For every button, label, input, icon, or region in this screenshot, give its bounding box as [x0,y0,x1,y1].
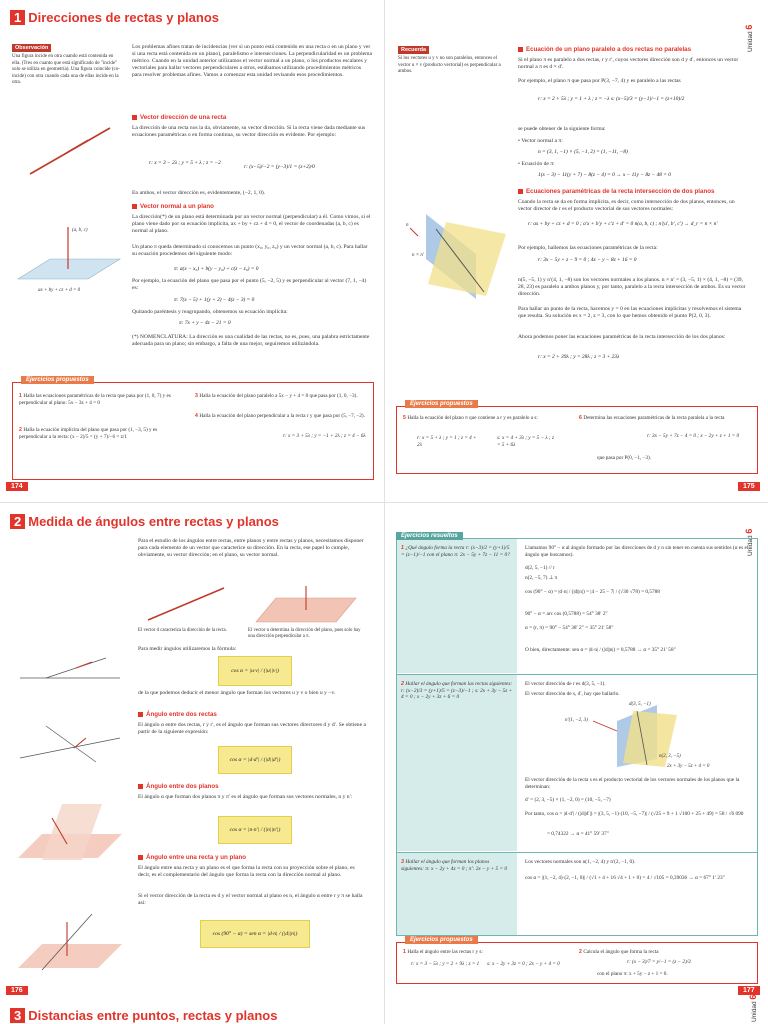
exercise-number: 3 [195,393,200,399]
exercise-text: Halla la ecuación implícita del plano que pasa por (1, −3, 5) y es perpendicular a la recta: (x − 2)/5 = (y + 7)/−6 = z/1 [19,427,158,440]
section-title-text: Direcciones de rectas y planos [28,10,219,25]
page-number: 175 [738,482,760,491]
page-174 [4,4,380,498]
planes-intersection-figure [406,204,511,304]
page-175 [388,4,764,498]
formula: r: x = 3 − 2λ ; y = 5 + λ ; z = −2 [149,160,221,166]
unit-label-text: Unidad [747,535,754,556]
subsection-heading: Vector normal a un plano [132,203,214,210]
plane-shape [18,944,122,968]
section-title-text: Distancias entre puntos, rectas y planos [28,1008,278,1023]
lines-angle-figure [547,701,747,771]
exercise-text: Halla las ecuaciones paramétricas de la recta que pasa por (1, 0, 7) y es perpendicular al plano: 5x − 3z + 4 = 0 [19,393,171,406]
question-text: Hallar el ángulo que forman los planos siguientes: π: x − 2y + 4z = 0 ; π′: 2x − y + 5 = 0 [401,859,508,872]
paragraph: Ahora podemos poner las ecuaciones paramétricas de la recta intersección de los dos planos: [518,334,726,340]
planes-angle-figure [12,798,130,868]
exercise-2 [19,427,184,440]
subsection-heading: Ángulo entre una recta y un plano [138,854,246,861]
cross-product-label: n × n′ [412,253,424,258]
answer-line: n(2, −5, 7) ⊥ π [525,575,558,581]
paragraph: Para hallar un punto de la recta, hacemos y = 0 en las ecuaciones implícitas y resolvemos el sistema que resulta. Su solución es x = 2, z = 3, con lo que hemos obtenido el punto P(2, 0, 3). [518,306,742,319]
paragraph: Si el plano π es paralelo a dos rectas, r y r′, cuyos vectores dirección son d y d′, entonces un vector normal a π es d × d′. [518,57,739,70]
line-direction-figure [26,122,116,182]
exercise-number: 2 [579,949,584,955]
formula-box: cos α = |n·n′| / (|n||n′|) [218,816,292,844]
answer-line: El vector dirección de la recta s es el producto vectorial de los vectores normales de los planos que la determinan: [525,777,740,790]
exercise-1 [19,393,184,406]
paragraph: El ángulo entre una recta y un plano es el que forma la recta con su proyección sobre el plano, es decir, es el complementario del ángulo que forma la recta con la dirección normal al plano. [138,865,355,878]
question-number: 3 [401,859,406,865]
formula: s: x = 4 + 3λ ; y = 5 − λ ; z = 5 + 6λ [497,435,554,448]
solved-exercises-heading: Ejercicios resueltos [396,532,463,540]
page-number: 177 [738,986,760,995]
paragraph: La dirección de una recta nos la da, obviamente, su vector dirección. Si la recta viene dada mediante sus ecuaciones paramétricas o en forma continua, su vector dirección es evidente. Por ejemplo: [132,125,366,138]
direction-vector-label: d(3, 5, −1) [629,702,651,707]
formula: π: a(x − x₀) + b(y − y₀) + c(z − z₀) = 0 [174,266,259,272]
subsection-heading: Ángulo entre dos rectas [138,711,217,718]
exercise-3 [195,393,365,400]
bullet: • Ecuación de π: [518,161,555,167]
subsection-heading: Ecuación de un plano paralelo a dos rectas no paralelas [518,46,748,53]
answer-line: d′ = (2, 3, −5) × (1, −2, 0) = (10, −5, −7) [525,797,611,803]
formula: s: x − 2y + 3z = 0 ; 2x − y + 4 = 0 [487,961,560,967]
page-number: 174 [6,482,28,491]
formula: r: x = 3 − 5λ ; y = 2 + 9λ ; z = 1 [411,961,480,967]
remember-heading: Recuerda [398,46,429,54]
exercise-1 [403,949,568,956]
paragraph: La dirección(*) de un plano está determinada por un vector normal (perpendicular) a él. Como vimos, si el plano viene dado por su ecuación implícita, ax + by + cz + d = 0, el vector de coordenadas (a, b, c) es normal al plano. [132,214,371,234]
unit-number: 6 [744,24,754,30]
section-number: 2 [10,514,25,529]
remember-text: Si los vectores u y v no son paralelos, entonces el vector u × v (producto vectorial) es perpendicular a ambos. [398,56,501,75]
exercise-number: 5 [403,415,408,421]
formula: n = (3, 1, −1) × (5, −1, 2) = (1, −11, −8) [538,149,628,155]
figure-caption: El vector n determina la dirección del plano, pues solo hay una dirección perpendicular a π. [248,628,361,639]
section-title [10,514,279,529]
paragraph: Un plano π queda determinado si conocemos un punto (x₀, y₀, z₀) y un vector normal (a, b, c). Para hallar su ecuación procedemos del siguiente modo: [132,244,368,257]
unit-label-text: Unidad [751,1001,758,1022]
normal-vector-label: (a, b, c) [72,228,88,233]
line-plane-angle-figure [12,908,130,978]
proposed-exercises-box [12,377,374,480]
question-text: Hallar el ángulo que forman las rectas siguientes: r: (x−2)/3 = (y+1)/5 = (z−3)/−1 ; s: 2x + 3y − 5z + 4 = 0 ; x − 2y + 3z + 6 = 0 [401,681,513,701]
question-column [397,539,517,673]
proposed-exercises-box [396,401,758,474]
plane-normal-figure [246,586,366,626]
answer-line: cos α = |(1, −2, 4)·(2, −1, 0)| / (√1 + 4 + 16 √4 + 1 + 0) = 4 / √105 = 0,39036 → α = 67° 1′ 23″ [525,875,725,881]
exercise-text: Halla la ecuación del plano perpendicular a la recta r y que pasa por (5, −7, −2). [199,413,365,419]
section-title-text: Medida de ángulos entre rectas y planos [28,514,279,529]
proposed-exercises-box [396,937,758,984]
paragraph: n(5, −5, 1) y n′(4, 1, −8) son los vectores normales a los planos. n × n′ = (3, −5, 1) × (4, 1, −8) = (39, 28, 23) es paralelo a ambos planos y, por tanto, paralelo a la recta intersección de ambos. Es su vector dirección. [518,277,746,297]
paragraph: Quitando paréntesis y reagrupando, obtenemos su ecuación implícita: [132,309,288,315]
question-text: ¿Qué ángulo forma la recta r: (x−3)/2 = (y+1)/5 = (z−1)/−1 con el plano π: 2x − 5y + 7z − 11 = 0? [401,545,510,558]
formula: r: x = 3 + 5λ ; y = −1 + 2λ ; z = 4 − 6λ [283,433,366,439]
section-number: 3 [10,1008,25,1023]
paragraph: En ambos, el vector dirección es, evidentemente, (−2, 1, 0). [132,190,266,196]
exercise-number: 6 [579,415,584,421]
formula: r: ax + by + cz + d = 0 ; a′x + b′y + c′z + d′ = 0 n(a, b, c) ; n′(a′, b′, c′) → d_r = n × n′ [528,221,718,227]
unit-label [748,995,758,1022]
paragraph: Cuando la recta se da en forma implícita, es decir, como intersección de dos planos, entonces, un vector director de r es el producto vectorial de sus vectores normales: [518,199,735,212]
plane-equation-label: ax + by + cz + d = 0 [38,288,81,293]
paragraph: Para medir ángulos utilizaremos la fórmula: [138,646,237,652]
formula: r: 3x − 5y + z − 9 = 0 ; 4x − y − 8z + 16 = 0 [538,257,637,263]
paragraph: El ángulo α que forman dos planos π y π′ es el ángulo que forman sus vectores normales, n y n′: [138,794,353,800]
exercise-text: con el plano π: x + 5y − z + 1 = 0. [597,971,668,977]
line-r [148,588,224,620]
line-r [20,738,120,758]
direction-vector-arrow [66,140,88,153]
exercise-text: Calcula el ángulo que forma la recta [583,949,659,955]
paragraph: se puede obtener de la siguiente forma: [518,126,606,132]
line-vector-figure [144,584,234,624]
answer-line: α = (r, π) = 90° − 54° 38′ 2″ = 35° 21′ 58″ [525,625,614,631]
divider [397,852,757,853]
formula: π: 7x + y − 4z − 21 = 0 [179,320,231,326]
paragraph: Por ejemplo, hallemos las ecuaciones paramétricas de la recta: [518,245,658,251]
formula: 1(x − 3) − 11(y + 7) − 8(z − 4) = 0 → x − 11y − 8z − 48 = 0 [538,172,671,178]
plane-shape [18,259,120,279]
solved-exercises-box [396,538,758,936]
formula: r: (x−5)/−2 = (y−3)/1 = (z+2)/0 [244,164,315,170]
subsection-heading: Ecuaciones paramétricas de la recta intersección de dos planos [518,188,748,195]
unit-number: 6 [744,528,754,534]
normal-vector-label: n(2, 3, −5) [659,754,681,759]
exercise-text: Halla la ecuación del plano paralelo a 5x − y + 4 = 0 que pasa por (1, 0, −3). [199,393,358,399]
observation-text: Una figura incide en otra cuando está contenida en ella. (Tres en cuanto que está significado de "incide" solo se utiliza en geometría). Una figura coincide (co-incide) con otra cuando cada una de ellas incide en la otra. [12,54,120,86]
observation-box [12,44,122,86]
exercise-2 [579,949,749,956]
formula: r: x = 2 + 39λ ; y = 28λ ; z = 3 + 23λ [538,354,620,360]
exercises-heading: Ejercicios propuestos [405,936,478,944]
page-gutter [384,0,385,1024]
nomenclature-note: (*) NOMENCLATURA: La dirección es una cualidad de las rectas, no es, pues, una palabra estrictamente adecuada para un plano; sin embargo, a falta de una mejor, seguiremos utilizándola. [132,334,370,347]
solved-question-1 [401,545,513,558]
exercises-heading: Ejercicios propuestos [405,400,478,408]
normal-vector-arrow [410,228,418,236]
normal-vector-figure [14,219,124,299]
formula: r: (x − 3)/7 = y/−1 = (z − 2)/3 [627,959,691,965]
answer-line: El vector dirección de s, d′, hay que hallarlo. [525,691,620,697]
subsection-heading: Vector dirección de una recta [132,114,226,121]
exercise-number: 4 [195,413,200,419]
vector-arrow [76,662,92,668]
exercise-6 [579,415,749,422]
solved-question-3 [401,859,513,872]
exercise-text: Halla el ángulo entre las rectas r y s: [407,949,483,955]
bullet: • Vector normal a π: [518,138,563,144]
unit-number: 6 [748,994,758,1000]
divider [397,674,757,675]
solved-question-2 [401,681,513,701]
formula: π: 7(x − 5) + 1(y + 2) − 4(z − 3) = 0 [174,297,255,303]
intro-paragraph: Los problemas afines tratan de incidencias (ver si un punto está contenido en una recta o en un plano y ver si una recta está contenida en un plano), paralelismo e intersecciones. La perpendicularidad es un problema métrico. Cuando en la unidad anterior utilizamos el vector normal a un plano, o los productos escalares y vectoriales para hallar vectores perpendiculares a otros, estábamos utilizando procedimientos métricos para resolver problemas afines. Vamos a comenzar esta unidad revisando esos procedimientos. [132,44,372,78]
observation-heading: Observación [12,44,51,52]
unit-label-text: Unidad [747,31,754,52]
intro-paragraph: Para el estudio de los ángulos entre rectas, entre planos y entre rectas y planos, necesitamos disponer para cada elemento de un vector que caracterice su dirección. En la recta, ese papel lo cumple, obviamente, su vector dirección; en el plano, su vector normal. [138,538,364,558]
formula: r: x = 5 + λ ; y = 1 ; z = 4 + 2λ [417,435,477,448]
answer-line: El vector dirección de r es d(3, 5, −1). [525,681,606,687]
formula-box: cos α = |d·d′| / (|d||d′|) [218,746,292,774]
vectors-angle-figure [16,648,126,698]
exercise-text: Determina las ecuaciones paramétricas de la recta paralela a la recta [583,415,725,421]
page-176 [4,508,380,1002]
section-number: 1 [10,10,25,25]
paragraph: Por ejemplo, la ecuación del plano que pasa por el punto (5, −2, 5) y es perpendicular al vector (7, 1, −4) es: [132,278,367,291]
answer-line: Los vectores normales son n(1, −2, 4) y n′(2, −1, 0). [525,859,636,865]
answer-line: O bien, directamente: sen α = |d·n| / (|d||n|) = 0,5788 → α = 35° 21′ 58″ [525,647,676,653]
exercise-number: 2 [19,427,24,433]
exercise-4 [195,413,365,420]
answer-line: d(2, 5, −1) // r [525,565,555,571]
normal-vector-label: n′(1, −2, 3) [565,718,588,723]
page-number: 176 [6,986,28,995]
figure-caption: El vector d caracteriza la dirección de la recta. [138,628,227,633]
paragraph: de la que podemos deducir el menor ángulo que forman los vectores u y v o bien u y −v. [138,690,336,696]
vector-arrow [74,738,86,748]
answer-line: 90° − α = arc cos (0,5788) = 54° 38′ 2″ [525,611,608,617]
exercise-text: que pasa por P(0, −1, −3). [597,455,651,461]
remember-box [398,46,508,76]
section-title [10,10,219,25]
lines-angle-figure [16,718,126,768]
subsection-heading: Ángulo entre dos planos [138,783,219,790]
answer-line: Llamamos 90° − α al ángulo formado por las direcciones de d y n sin tener en cuenta sus sentidos (α es el ángulo que buscamos). [525,545,749,558]
plane-equation-label: 2x + 3y − 5z + 4 = 0 [667,764,710,769]
page-177 [388,508,764,1002]
normal-vector-label: n [406,223,409,228]
formula: r: x = 2 + 5λ ; y = 1 + λ ; z = −λ s: (x−5)/3 = (y−1)/−1 = (z+10)/2 [538,96,685,102]
paragraph: El ángulo α entre dos rectas, r y r′, es el ángulo que forman sus vectores directores d y d′. Se obtiene a partir de la siguiente expresión: [138,722,366,735]
answer-line: cos (90° − α) = |d·n| / (|d||n|) = |4 − 25 − 7| / (√30 √78) = 0,5788 [525,589,660,595]
answer-line: = 0,74322 → α = 41° 59′ 37″ [547,831,609,837]
question-number: 2 [401,681,406,687]
paragraph: Si el vector dirección de la recta es d y el vector normal al plano es n, el ángulo α entre r y π se halla así: [138,893,363,906]
formula-box: cos α = |u·v| / (|u||v|) [218,656,292,686]
spread-separator [0,502,768,503]
formula-box: cos (90° − α) = sen α = |d·n| / (|d||n|) [200,920,310,948]
exercise-number: 1 [403,949,408,955]
exercise-number: 1 [19,393,24,399]
exercise-5 [403,415,568,422]
formula: r: 3x − 5y + 7z − 4 = 0 ; x − 2y + z + 1 = 0 [647,433,740,439]
question-column [397,675,517,851]
normal-vector-arrow [593,721,617,731]
question-number: 1 [401,545,406,551]
exercise-text: Halla la ecuación del plano π que contiene a r y es paralelo a s: [407,415,538,421]
answer-line: Por tanto, cos α = |d·d′| / (|d||d′|) = |(3, 5, −1)·(10, −5, −7)| / (√25 + 9 + 1 √100 + 25 + 49) = 58 / √6 090 [525,811,744,817]
exercises-heading: Ejercicios propuestos [21,376,94,384]
next-section-title [10,1008,277,1023]
paragraph: Por ejemplo, el plano π que pasa por P(3, −7, 4) y es paralelo a las rectas [518,78,681,84]
